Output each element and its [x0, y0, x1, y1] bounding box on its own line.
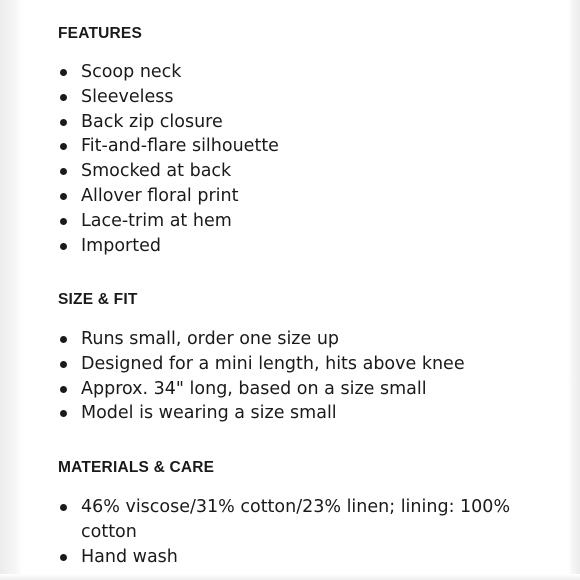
bullet-icon [60, 243, 67, 250]
list-item [58, 60, 528, 85]
list-item-text: Allover floral print [81, 185, 239, 206]
bullet-icon [60, 554, 67, 561]
list-item-text: Model is wearing a size small [81, 403, 337, 424]
list-item-text: Lace-trim at hem [81, 210, 232, 231]
list-item [58, 495, 528, 545]
list-item [58, 209, 528, 234]
list-item-text: Smocked at back [81, 161, 232, 182]
list-item-text: Hand wash [81, 546, 178, 567]
list-item [58, 134, 528, 159]
list-item-text: Sleeveless [81, 86, 174, 107]
size-fit-section [58, 290, 528, 426]
materials-care-list [58, 495, 528, 569]
bullet-icon [60, 193, 67, 200]
materials-care-section [58, 458, 528, 569]
list-item [58, 545, 528, 570]
materials-care-heading: MATERIALS & CARE [58, 459, 215, 476]
right-frame-edge [568, 0, 580, 580]
features-section [58, 24, 528, 258]
list-item-text: Fit-and-flare silhouette [81, 136, 279, 157]
list-item-text: Scoop neck [81, 62, 182, 82]
list-item [58, 327, 528, 352]
bullet-icon [60, 119, 67, 126]
list-item-text: Imported [81, 235, 161, 256]
list-item [58, 110, 528, 135]
bullet-icon [60, 218, 67, 225]
bullet-icon [60, 361, 67, 368]
bullet-icon [60, 336, 67, 343]
size-fit-heading: SIZE & FIT [58, 291, 138, 308]
bullet-icon [60, 94, 67, 101]
list-item-text: Approx. 34" long, based on a size small [81, 378, 427, 399]
list-item [58, 159, 528, 184]
features-heading: FEATURES [58, 25, 142, 42]
list-item-text: Back zip closure [81, 111, 223, 132]
list-item [58, 234, 528, 259]
list-item-text: Designed for a mini length, hits above knee [81, 353, 465, 374]
list-item [58, 401, 528, 426]
list-item-text: Runs small, order one size up [81, 329, 340, 349]
bullet-icon [60, 410, 67, 417]
bullet-icon [60, 504, 67, 511]
features-list [58, 60, 528, 258]
left-frame-edge [0, 0, 22, 580]
bullet-icon [60, 386, 67, 393]
bottom-frame-edge [0, 574, 580, 580]
size-fit-list [58, 327, 528, 426]
bullet-icon [60, 69, 67, 76]
list-item [58, 184, 528, 209]
bullet-icon [60, 143, 67, 150]
list-item [58, 85, 528, 110]
bullet-icon [60, 168, 67, 175]
list-item [58, 352, 528, 377]
list-item-text: 46% viscose/31% cotton/23% linen; lining: 100% cotton [81, 497, 511, 542]
list-item [58, 377, 528, 402]
